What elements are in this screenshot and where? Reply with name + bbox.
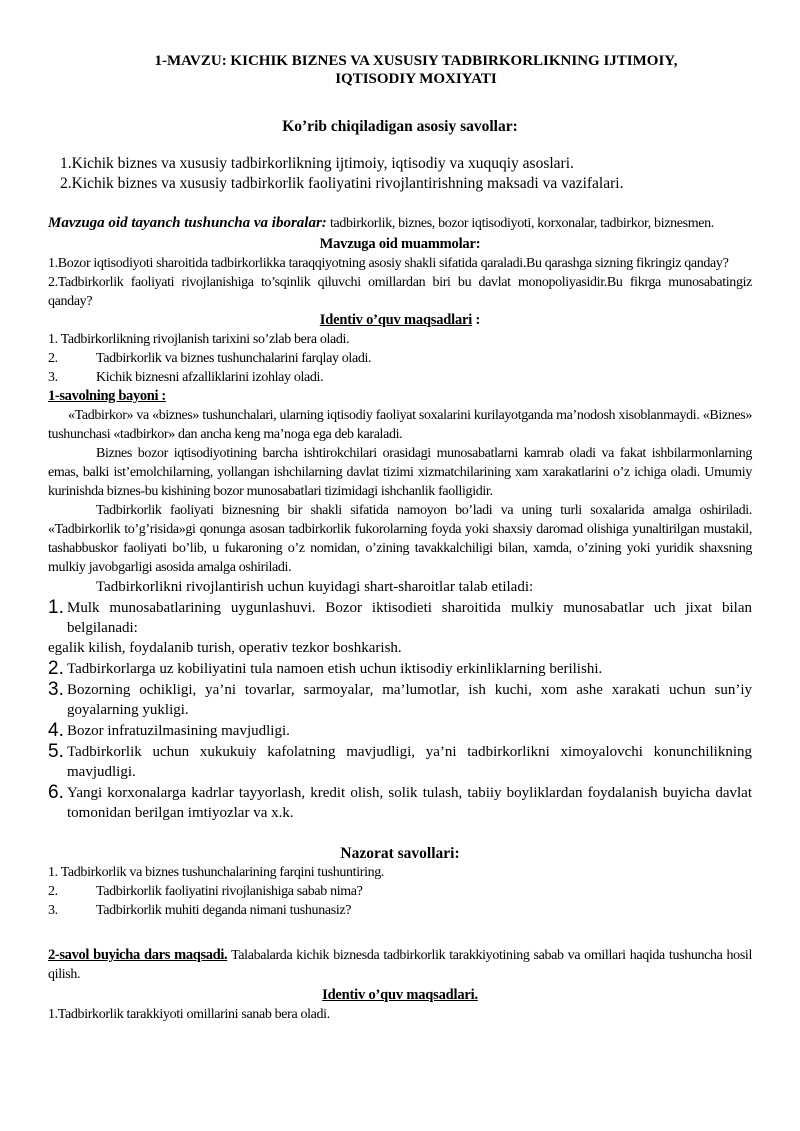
condition-text: Bozor infratuzilmasining mavjudligi. — [67, 723, 290, 739]
goal-item-2 — [48, 349, 752, 368]
question-item-2: 2.Kichik biznes va xususiy tadbirkorlik faoliyatini rivojlantirishning maksadi va vazifalari. — [60, 175, 624, 192]
goal-item-1: 1. Tadbirkorlikning rivojlanish tarixini so’zlab bera oladi. — [48, 332, 350, 347]
condition-text: Mulk munosabatlarining uygunlashuvi. Bozor iktisodieti sharoitida mulkiy munosabatlar uch jixat bilan belgilanadi: — [67, 600, 752, 636]
control-heading: Nazorat savollari: — [340, 845, 460, 862]
control-item-3 — [48, 901, 752, 920]
condition-item-3 — [48, 680, 752, 720]
section1-paragraph-1: «Tadbirkor» va «biznes» tushunchalari, ularning iqtisodiy faoliyat soxalarini kurilayotganda ma’nodosh xisoblanmaydi. «Biznes» tushunchasi «tadbirkor» dan ancha keng ma’noga ega deb karaladi. — [48, 408, 752, 442]
goal-number: 3. — [48, 370, 58, 385]
condition-item-6 — [48, 783, 752, 823]
problem-item-2: 2.Tadbirkorlik faoliyati rivojlanishiga to’sqinlik qiluvchi omillardan biri bu davlat monopoliyasidir.Bu fikrga munosabatingiz qanday? — [48, 275, 752, 309]
title-line-1: 1-MAVZU: KICHIK BIZNES VA XUSUSIY TADBIRKORLIKNING IJTIMOIY, — [154, 53, 678, 69]
condition-number: 4. — [48, 720, 64, 741]
document-page — [48, 52, 752, 1024]
condition-item-1-extra: egalik kilish, foydalanib turish, operativ tezkor boshkarish. — [48, 640, 402, 656]
section1-paragraph-2: Biznes bozor iqtisodiyotining barcha ishtirokchilari orasidagi munosabatlarni kamrab oladi va fakat ishbilarmonlarning emas, balki ist’emolchilarning, yollangan ishchilarning davlat tizimi xizmatchilarining xam xarakatlarini o’z ichiga oladi. Umumiy kurinishda biznes-bu kishining bozor munosabatlari tizimidagi ishchanlik faolligidir. — [48, 446, 752, 499]
condition-item-1 — [48, 598, 752, 638]
section2-goals-heading-text: Identiv o’quv maqsadlari. — [322, 987, 478, 1003]
goals-heading-text: Identiv o’quv maqsadlari — [319, 312, 473, 328]
problems-heading: Mavzuga oid muammolar: — [319, 236, 481, 252]
key-terms-text: tadbirkorlik, biznes, bozor iqtisodiyoti, korxonalar, tadbirkor, biznesmen. — [326, 216, 714, 231]
page-title — [80, 52, 752, 88]
key-terms-label: Mavzuga oid tayanch tushuncha va iboralar: — [48, 215, 327, 231]
condition-text: Bozorning ochikligi, ya’ni tovarlar, sarmoyalar, ma’lumotlar, ish kuchi, xom ashe xarakati uchun sun’iy goyalarning yukligi. — [67, 682, 752, 718]
section1-paragraph-3: Tadbirkorlik faoliyati biznesning bir shakli sifatida namoyon bo’ladi va uning turli soxalarida amalga oshiriladi. «Tadbirkorlik to’g’risida»gi qonunga asosan tadbirkorlik fukorolarning foyda yoki shaxsiy daromad olishiga yunaltirilgan mustakil, tashabbuskor faoliyati bo’lib, u fukaroning o’z nomidan, o’zining tavakkalchiligi bilan, xamda, o’zining yoki yuridik shaxsning mulkiy javobgarligi asosida amalga oshiriladi. — [48, 503, 752, 575]
condition-number: 6. — [48, 782, 64, 803]
conditions-intro: Tadbirkorlikni rivojlantirish uchun kuyidagi shart-sharoitlar talab etiladi: — [96, 579, 534, 595]
section2-text: Talabalarda kichik biznesda tadbirkorlik tarakkiyotining sabab va omillari haqida tushuncha hosil qilish. — [48, 948, 752, 982]
control-text: Tadbirkorlik faoliyatini rivojlanishiga sabab nima? — [96, 884, 363, 899]
key-terms-paragraph — [48, 214, 752, 233]
control-text: Tadbirkorlik muhiti deganda nimani tushunasiz? — [96, 903, 352, 918]
condition-item-4 — [48, 721, 752, 741]
condition-number: 1. — [48, 597, 64, 618]
control-number: 3. — [48, 903, 58, 918]
section2-goals-heading — [48, 986, 752, 1005]
questions-heading: Ko’rib chiqiladigan asosiy savollar: — [282, 118, 518, 135]
goals-heading — [48, 311, 752, 330]
condition-number: 2. — [48, 658, 64, 679]
condition-number: 5. — [48, 741, 64, 762]
goal-item-3 — [48, 368, 752, 387]
goals-heading-suffix: : — [472, 312, 481, 328]
condition-item-5 — [48, 742, 752, 782]
condition-number: 3. — [48, 679, 64, 700]
section2-label: 2-savol buyicha dars maqsadi. — [48, 947, 228, 963]
goal-text: Tadbirkorlik va biznes tushunchalarini farqlay oladi. — [96, 351, 372, 366]
problem-item-1: 1.Bozor iqtisodiyoti sharoitida tadbirkorlikka taraqqiyotning asosiy shakli sifatida qaraladi.Bu qarashga sizning fikringiz qanday? — [48, 256, 729, 271]
control-item-2 — [48, 882, 752, 901]
control-number: 2. — [48, 884, 58, 899]
goal-text: Kichik biznesni afzalliklarini izohlay oladi. — [96, 370, 324, 385]
condition-text: Tadbirkorlik uchun xukukuiy kafolatning mavjudligi, ya’ni tadbirkorlikni ximoyalovchi konunchilikning mavjudligi. — [67, 744, 752, 780]
control-item-1: 1. Tadbirkorlik va biznes tushunchalarining farqini tushuntiring. — [48, 865, 385, 880]
goal-number: 2. — [48, 351, 58, 366]
section2-paragraph — [48, 946, 752, 984]
title-line-2: IQTISODIY MOXIYATI — [335, 71, 497, 87]
question-item-1: 1.Kichik biznes va xususiy tadbirkorlikning ijtimoiy, iqtisodiy va xuquqiy asoslari. — [60, 155, 574, 172]
condition-text: Yangi korxonalarga kadrlar tayyorlash, kredit olish, solik tulash, tabiiy boyliklardan foydalanish buyicha davlat tomonidan berilgan imtiyozlar va x.k. — [67, 785, 752, 821]
condition-item-2 — [48, 659, 752, 679]
section1-heading: 1-savolning bayoni : — [48, 388, 166, 404]
section2-goal-item-1: 1.Tadbirkorlik tarakkiyoti omillarini sanab bera oladi. — [48, 1007, 330, 1022]
condition-text: Tadbirkorlarga uz kobiliyatini tula namoen etish uchun iktisodiy erkinliklarning berilishi. — [67, 661, 603, 677]
